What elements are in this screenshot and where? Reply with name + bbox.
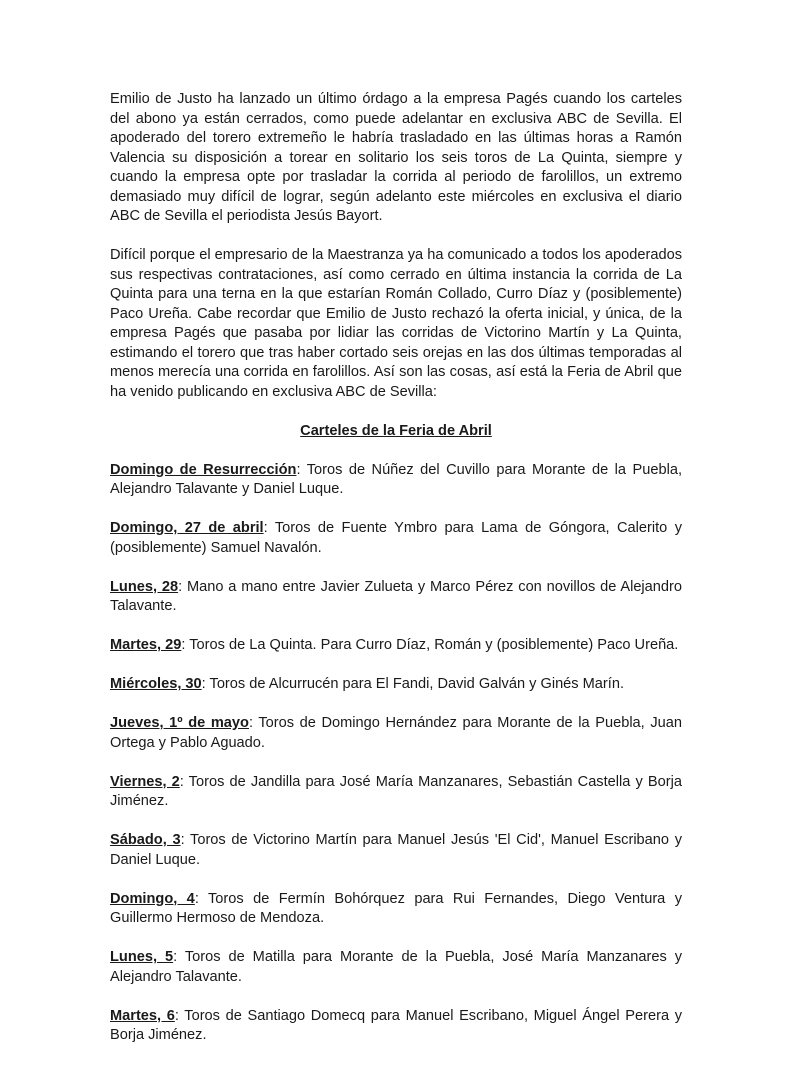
schedule-entry [110,461,682,500]
schedule-entry [110,1007,682,1046]
entry-day: Martes, 29 [110,637,182,653]
schedule-entry [110,675,682,695]
entry-day: Lunes, 28 [110,578,179,595]
entry-text: : Toros de Matilla para Morante de la Puebla, José María Manzanares y Alejandro Talavante. [110,949,683,985]
entry-day: Viernes, 2 [110,773,180,790]
entry-day: Sábado, 3 [110,832,181,848]
schedule-entry [110,578,682,617]
entry-day: Lunes, 5 [110,949,174,965]
entry-text: : Toros de Alcurrucén para El Fandi, David Galván y Ginés Marín. [201,676,625,692]
entry-day: Domingo, 4 [110,890,195,907]
entry-day: Miércoles, 30 [110,676,202,692]
entry-text: : Toros de La Quinta. Para Curro Díaz, Román y (posiblemente) Paco Ureña. [181,637,679,653]
intro-paragraph: Emilio de Justo ha lanzado un último órdago a la empresa Pagés cuando los carteles del abono ya están cerrados, como puede adelantar en exclusiva ABC de Sevilla. El apoderado del torero extremeño le habría trasladado en las últimas horas a Ramón Valencia su disposición a torear en solitario los seis toros de La Quinta, siempre y cuando la empresa opte por trasladar la corrida al periodo de farolillos, un extremo demasiado muy difícil de lograr, según adelanto este miércoles en exclusiva el diario ABC de Sevilla el periodista Jesús Bayort. [110,91,682,224]
entry-text: : Toros de Jandilla para José María Manzanares, Sebastián Castella y Borja Jiménez. [110,773,682,809]
entry-day: Domingo, 27 de abril [110,520,264,536]
schedule-entry [110,831,682,870]
entry-text: : Toros de Fermín Bohórquez para Rui Fernandes, Diego Ventura y Guillermo Hermoso de Mendoza. [110,890,682,926]
entry-text: : Toros de Victorino Martín para Manuel Jesús 'El Cid', Manuel Escribano y Daniel Luque. [110,832,682,868]
schedule-entry [110,773,682,812]
schedule-entry [110,636,682,656]
section-heading: Carteles de la Feria de Abril [300,422,492,439]
entry-text: : Toros de Domingo Hernández para Morante de la Puebla, Juan Ortega y Pablo Aguado. [110,715,682,751]
entry-day: Jueves, 1º de mayo [110,715,249,731]
schedule-entry [110,890,682,929]
entry-text: : Mano a mano entre Javier Zulueta y Marco Pérez con novillos de Alejandro Talavante. [110,578,683,614]
context-paragraph: Difícil porque el empresario de la Maestranza ya ha comunicado a todos los apoderados sus respectivas contrataciones, así como cerrado en última instancia la corrida de La Quinta para una terna en la que estarían Román Collado, Curro Díaz y (posiblemente) Paco Ureña. Cabe recordar que Emilio de Justo rechazó la oferta inicial, y única, de la empresa Pagés que pasaba por lidiar las corridas de Victorino Martín y La Quinta, estimando el torero que tras haber cortado seis orejas en las dos últimas temporadas al menos merecía una corrida en farolillos. Así son las cosas, así está la Feria de Abril que ha venido publicando en exclusiva ABC de Sevilla: [110,247,682,400]
entry-text: : Toros de Santiago Domecq para Manuel Escribano, Miguel Ángel Perera y Borja Jiménez. [110,1007,682,1043]
entry-day: Domingo de Resurrección [110,461,297,478]
schedule-entry [110,714,682,753]
document-page [110,90,682,1065]
entry-text: : Toros de Núñez del Cuvillo para Morante de la Puebla, Alejandro Talavante y Daniel Luque. [110,461,682,497]
schedule-entry [110,948,682,987]
schedule-entry [110,519,682,558]
entry-day: Martes, 6 [110,1007,175,1024]
entry-text: : Toros de Fuente Ymbro para Lama de Góngora, Calerito y (posiblemente) Samuel Navalón. [110,520,682,556]
